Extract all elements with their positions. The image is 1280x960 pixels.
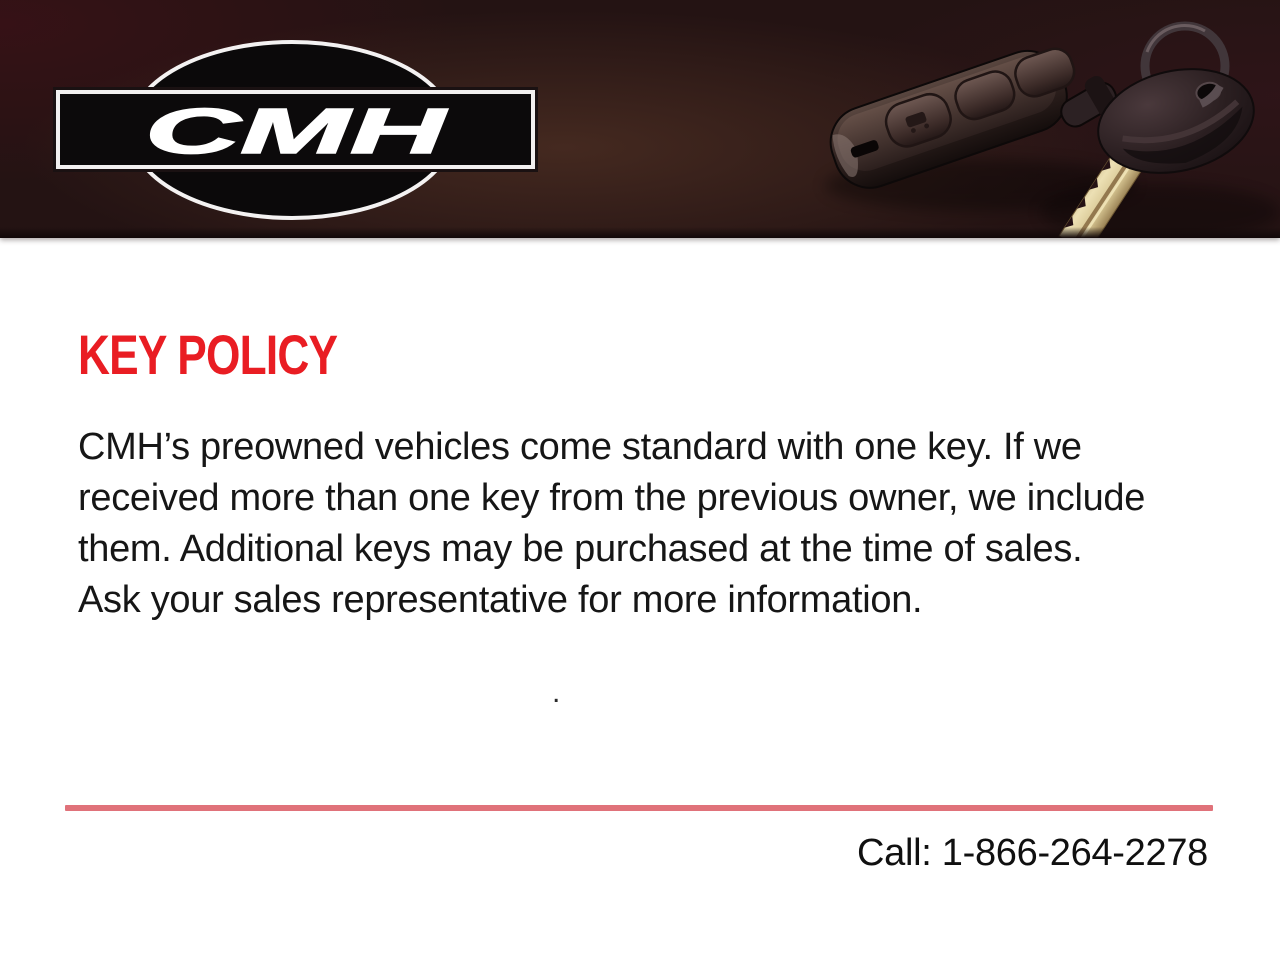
policy-line: them. Additional keys may be purchased at the time of sales. — [78, 528, 1083, 570]
hero-artwork — [0, 0, 1280, 238]
cmh-logo — [55, 42, 537, 218]
policy-line: received more than one key from the previous owner, we include — [78, 477, 1146, 519]
car-keys-graphic — [821, 25, 1280, 238]
page-title: KEY POLICY — [78, 323, 338, 386]
call-phone-number: Call: 1-866-264-2278 — [856, 832, 1208, 874]
policy-line: Ask your sales representative for more information. — [78, 579, 923, 621]
hero-banner — [0, 0, 1280, 238]
policy-paragraph — [78, 422, 1238, 626]
policy-line: CMH’s preowned vehicles come standard with one key. If we — [78, 426, 1082, 468]
hero-bottom-strip — [0, 227, 1280, 238]
cmh-logo-text: CMH — [145, 95, 449, 167]
footer-divider — [65, 805, 1213, 811]
stray-period: . — [552, 676, 561, 709]
